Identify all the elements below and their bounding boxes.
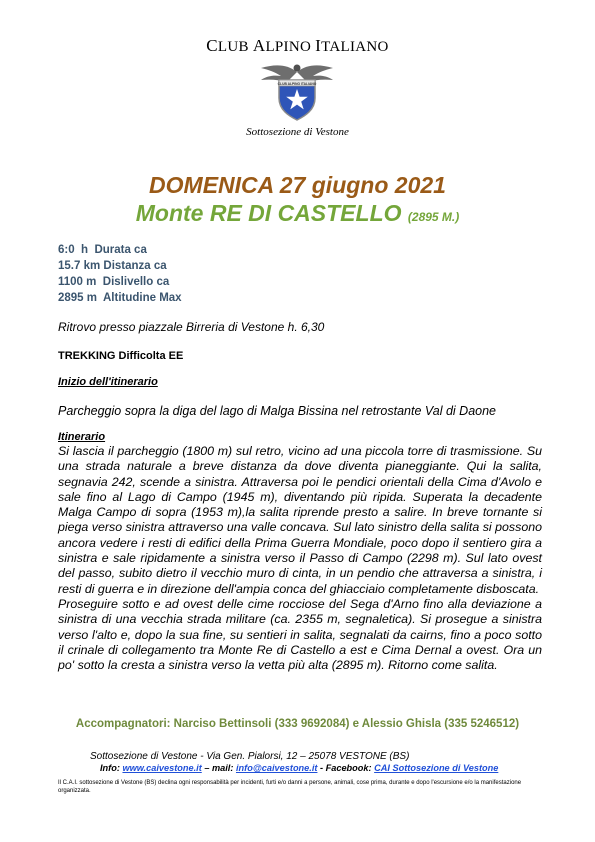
organization-name: CLUB ALPINO ITALIANO xyxy=(206,36,389,55)
stat-max-altitude: 2895 m Altitudine Max xyxy=(58,292,182,304)
logo-band-text: CLUB ALPINO ITALIANO xyxy=(277,81,317,86)
footer-address: Sottosezione di Vestone - Via Gen. Pialorsi, 12 – 25078 VESTONE (BS) xyxy=(90,751,410,762)
itinerary-body xyxy=(58,444,542,673)
event-title xyxy=(0,200,595,227)
stat-duration: 6:0 h Durata ca xyxy=(58,244,147,256)
footer-contacts: Info: www.caivestone.it – mail: info@caivestone.it - Facebook: CAI Sottosezione di Vestone xyxy=(100,763,499,773)
event-date: DOMENICA 27 giugno 2021 xyxy=(149,172,446,198)
start-heading: Inizio dell'itinerario xyxy=(58,376,158,388)
meeting-point: Ritrovo presso piazzale Birreria di Vestone h. 6,30 xyxy=(58,320,325,334)
eagle-head xyxy=(294,65,301,72)
hike-stats xyxy=(58,242,182,306)
event-peak-name: Monte RE DI CASTELLO xyxy=(135,200,402,226)
subsection-name: Sottosezione di Vestone xyxy=(246,126,349,138)
stat-elevation-gain: 1100 m Dislivello ca xyxy=(58,276,170,288)
stat-distance: 15.7 km Distanza ca xyxy=(58,260,167,272)
disclaimer: Il C.A.I. sottosezione di Vestone (BS) declina ogni responsabilità per incidenti, furti e/o danni a persone, animali, cose prima, durante e dopo l'escursione e/o la manifestazione organizzata. xyxy=(58,780,522,794)
guides-contacts: Accompagnatori: Narciso Bettinsoli (333 9692084) e Alessio Ghisla (335 5246512) xyxy=(75,718,520,730)
email-link[interactable]: info@caivestone.it xyxy=(235,763,318,773)
website-link[interactable]: www.caivestone.it xyxy=(122,763,202,773)
start-description: Parcheggio sopra la diga del lago di Malga Bissina nel retrostante Val di Daone xyxy=(58,404,497,418)
event-altitude: (2895 M.) xyxy=(407,210,460,224)
difficulty-level: TREKKING Difficolta EE xyxy=(58,350,184,362)
itinerary-paragraph: Proseguire sotto e ad ovest delle cime rocciose del Sega d'Arno fino alla deviazione a sinistra di una vecchia strada militare (ca. 2355 m, segnaletica). Si prosegue a sinistra verso l'alto e, dopo la sua fine, su sentieri in salita, segnalati da cairns, fino a poco sotto il crinale di collegamento tra Monte Re di Castello a est e Cima Dernal a ovest. Ora un po' sotto la cresta a sinistra verso la vetta più alta (2895 m). Ritorno come salita. xyxy=(58,596,542,673)
cai-logo xyxy=(257,58,337,122)
itinerary-paragraph: Si lascia il parcheggio (1800 m) sul retro, vicino ad una piccola torre di trasmissione. Su una strada naturale a breve distanza da dove diventa pianeggiante. Qui la salita, segnavia 242, scende a sinistra. Attraversa poi le pendici orientali della Cima d'Avolo e sale fino al Lago di Campo (1945 m), diventando più ripida. Superata la decadente Malga Campo di sopra (1953 m),la salita riprende presto a salire. In breve tornante si piega verso sinistra attraverso una valle concava. Sul lato sinistro della salita si possono ancora vedere i resti di edifici della Prima Guerra Mondiale, poco dopo il sentiero gira a sinistra e sale ripidamente a sinistra verso il Passo di Campo (2298 m). Sul lato ovest del passo, subito dietro il vecchio muro di cinta, in un pendio che attraversa a sinistra, i resti di guerra e in direzione dell'ampia conca del ghiacciaio completamente disboscata. xyxy=(58,444,542,596)
facebook-link[interactable]: CAI Sottosezione di Vestone xyxy=(374,763,499,773)
itinerary-heading: Itinerario xyxy=(58,431,106,443)
